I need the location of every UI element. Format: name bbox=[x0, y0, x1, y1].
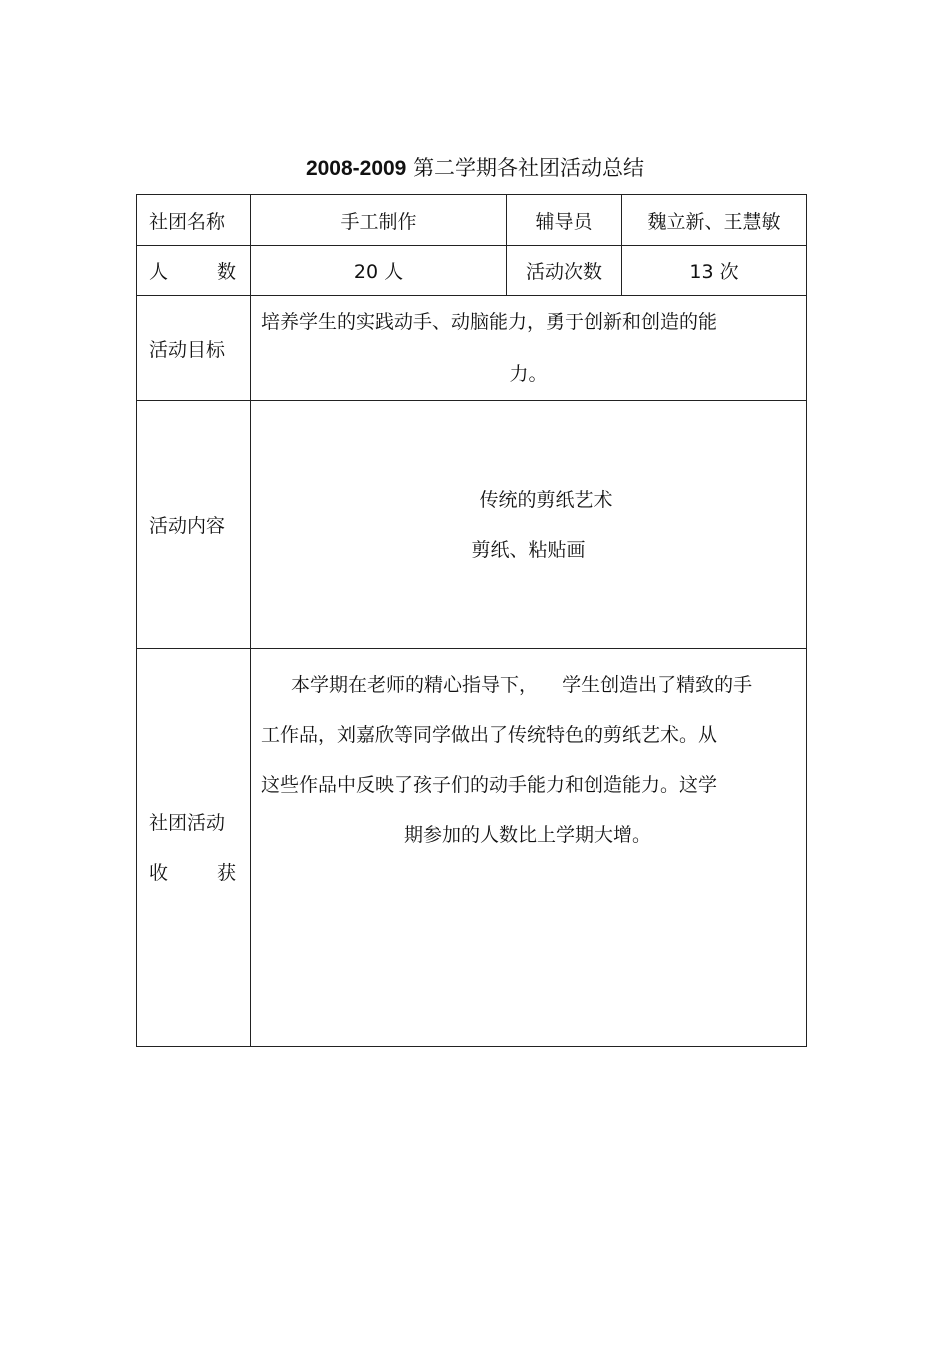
goal-line-2: 力。 bbox=[509, 363, 548, 385]
table-row bbox=[137, 296, 807, 401]
harvest-label-a: 收 bbox=[149, 861, 169, 884]
members-label-a: 人 bbox=[149, 261, 169, 283]
table-row bbox=[137, 649, 807, 1047]
club-summary-table bbox=[136, 194, 807, 1047]
club-name-value: 手工制作 bbox=[251, 195, 507, 246]
advisor-value: 魏立新、王慧敏 bbox=[622, 195, 807, 246]
harvest-line-1: 本学期在老师的精心指导下， 学生创造出了精致的手 bbox=[291, 674, 753, 696]
table-row bbox=[137, 401, 807, 649]
harvest-line-3: 这些作品中反映了孩子们的动手能力和创造能力。这学 bbox=[261, 774, 718, 796]
harvest-label-line-1: 社团活动 bbox=[149, 811, 226, 834]
page-title bbox=[0, 152, 950, 185]
goal-cell bbox=[251, 296, 807, 401]
harvest-line-4: 期参加的人数比上学期大增。 bbox=[403, 824, 651, 846]
title-year: 2008-2009 bbox=[305, 157, 407, 180]
activity-count-value: 13 次 bbox=[622, 246, 807, 296]
goal-line-1: 培养学生的实践动手、动脑能力，勇于创新和创造的能 bbox=[261, 311, 718, 333]
table-row bbox=[137, 246, 807, 296]
harvest-cell bbox=[251, 649, 807, 1047]
content-line-2: 剪纸、粘贴画 bbox=[471, 538, 586, 561]
activity-count-label: 活动次数 bbox=[507, 246, 622, 296]
harvest-label-b: 获 bbox=[216, 861, 236, 884]
club-name-label: 社团名称 bbox=[137, 195, 251, 246]
members-label-b: 数 bbox=[216, 261, 236, 283]
advisor-label: 辅导员 bbox=[507, 195, 622, 246]
harvest-label-cell bbox=[137, 649, 251, 1047]
members-value: 20 人 bbox=[251, 246, 507, 296]
content-cell bbox=[251, 401, 807, 649]
members-label-cell bbox=[137, 246, 251, 296]
content-label: 活动内容 bbox=[137, 401, 251, 649]
title-text: 第二学期各社团活动总结 bbox=[413, 156, 645, 180]
goal-label: 活动目标 bbox=[137, 296, 251, 401]
table-row bbox=[137, 195, 807, 246]
harvest-line-2: 工作品，刘嘉欣等同学做出了传统特色的剪纸艺术。从 bbox=[261, 724, 718, 746]
content-line-1: 传统的剪纸艺术 bbox=[479, 488, 613, 511]
